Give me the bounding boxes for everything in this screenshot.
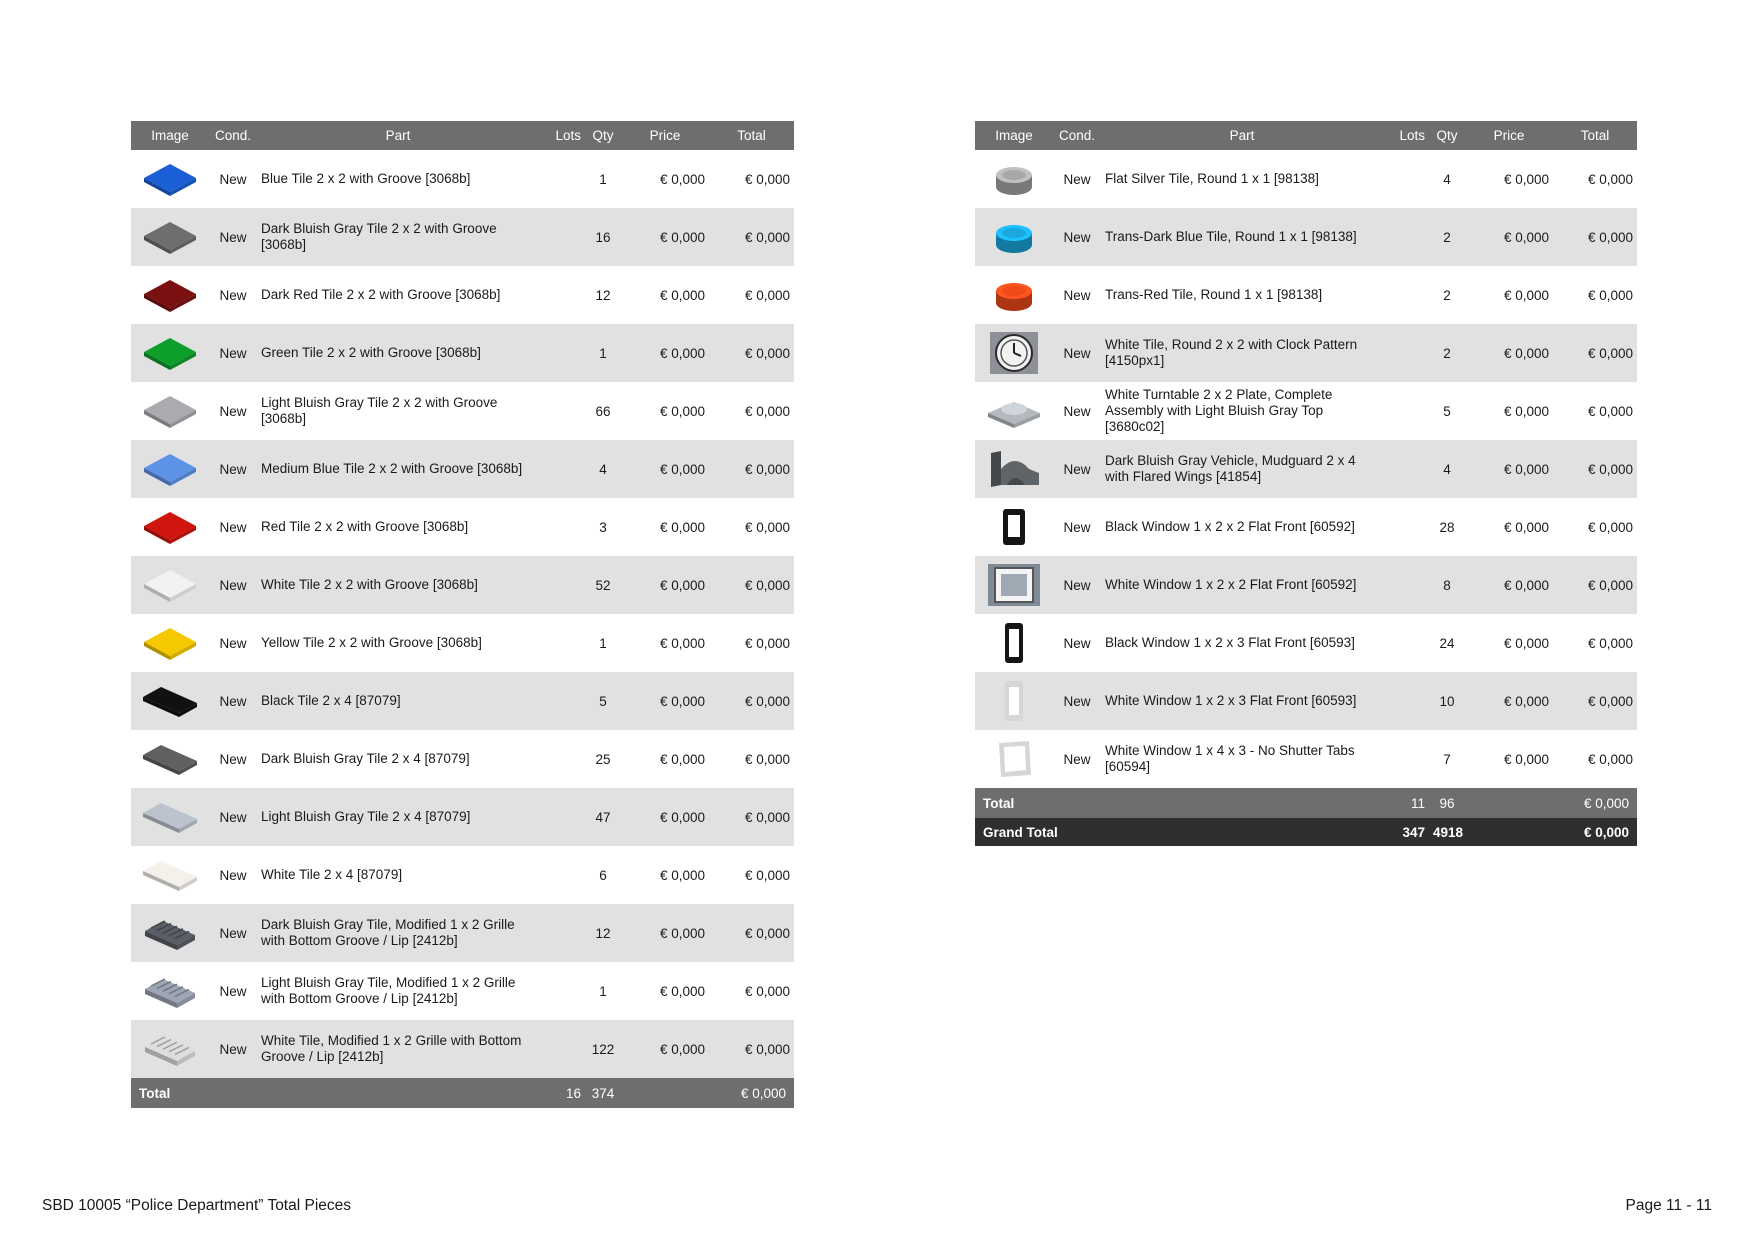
tile-2x2-icon — [140, 388, 200, 434]
total-lots: 16 — [539, 1078, 585, 1108]
total-lots: 11 — [1383, 788, 1429, 818]
page-number: Page 11 - 11 — [1625, 1197, 1712, 1214]
condition: New — [209, 440, 257, 498]
part-image-cell — [975, 498, 1053, 556]
condition: New — [209, 556, 257, 614]
lots — [539, 556, 585, 614]
part-name: Black Window 1 x 2 x 2 Flat Front [60592] — [1101, 498, 1383, 556]
part-name: Light Bluish Gray Tile, Modified 1 x 2 Grille with Bottom Groove / Lip [2412b] — [257, 962, 539, 1020]
quantity: 12 — [585, 904, 621, 962]
table-header-row — [975, 121, 1637, 150]
table-row — [131, 266, 794, 324]
table-row — [975, 614, 1637, 672]
part-image-cell — [975, 266, 1053, 324]
condition: New — [1053, 614, 1101, 672]
condition: New — [209, 614, 257, 672]
quantity: 2 — [1429, 266, 1465, 324]
quantity: 1 — [585, 150, 621, 208]
window-icon — [984, 504, 1044, 550]
line-total: € 0,000 — [1553, 440, 1637, 498]
part-image-cell — [131, 846, 209, 904]
header-price: Price — [1465, 121, 1553, 150]
header-price: Price — [621, 121, 709, 150]
tile-2x2-icon — [140, 272, 200, 318]
grand-total-label: Grand Total — [975, 818, 1383, 846]
table-row — [131, 614, 794, 672]
part-image-cell — [131, 730, 209, 788]
lots — [539, 382, 585, 440]
condition: New — [1053, 324, 1101, 382]
price: € 0,000 — [621, 788, 709, 846]
lots — [539, 672, 585, 730]
table-row — [131, 382, 794, 440]
total-label: Total — [131, 1078, 539, 1108]
lots — [539, 440, 585, 498]
quantity: 5 — [585, 672, 621, 730]
condition: New — [209, 498, 257, 556]
grand-total-row — [975, 818, 1637, 846]
part-image-cell — [131, 208, 209, 266]
lots — [539, 730, 585, 788]
lots — [1383, 440, 1429, 498]
lots — [539, 904, 585, 962]
part-name: Dark Bluish Gray Vehicle, Mudguard 2 x 4 with Flared Wings [41854] — [1101, 440, 1383, 498]
line-total: € 0,000 — [709, 904, 794, 962]
part-name: Black Tile 2 x 4 [87079] — [257, 672, 539, 730]
line-total: € 0,000 — [1553, 266, 1637, 324]
part-image-cell — [131, 672, 209, 730]
condition: New — [209, 730, 257, 788]
part-name: Trans-Red Tile, Round 1 x 1 [98138] — [1101, 266, 1383, 324]
tile-2x2-icon — [140, 562, 200, 608]
price: € 0,000 — [621, 150, 709, 208]
price: € 0,000 — [621, 962, 709, 1020]
part-name: White Tile, Modified 1 x 2 Grille with Bottom Groove / Lip [2412b] — [257, 1020, 539, 1078]
lots — [539, 150, 585, 208]
line-total: € 0,000 — [1553, 324, 1637, 382]
quantity: 16 — [585, 208, 621, 266]
table-row — [131, 498, 794, 556]
price: € 0,000 — [1465, 614, 1553, 672]
lots — [1383, 556, 1429, 614]
lots — [1383, 730, 1429, 788]
price: € 0,000 — [621, 324, 709, 382]
part-image-cell — [975, 382, 1053, 440]
part-image-cell — [975, 614, 1053, 672]
part-name: White Tile, Round 2 x 2 with Clock Pattern [4150px1] — [1101, 324, 1383, 382]
price: € 0,000 — [1465, 672, 1553, 730]
table-row — [131, 788, 794, 846]
mudguard-icon — [984, 446, 1044, 492]
table-row — [131, 1020, 794, 1078]
quantity: 7 — [1429, 730, 1465, 788]
tile-2x2-icon — [140, 156, 200, 202]
table-row — [975, 730, 1637, 788]
part-name: Light Bluish Gray Tile 2 x 2 with Groove [3068b] — [257, 382, 539, 440]
quantity: 24 — [1429, 614, 1465, 672]
quantity: 2 — [1429, 324, 1465, 382]
total-label: Total — [975, 788, 1383, 818]
quantity: 66 — [585, 382, 621, 440]
line-total: € 0,000 — [1553, 672, 1637, 730]
table-row — [131, 150, 794, 208]
lots — [1383, 208, 1429, 266]
header-image: Image — [975, 121, 1053, 150]
round-tile-icon — [984, 272, 1044, 318]
grand-total-lots: 347 — [1383, 818, 1429, 846]
header-total: Total — [709, 121, 794, 150]
total-value: € 0,000 — [1553, 788, 1637, 818]
grand-total-value: € 0,000 — [1553, 818, 1637, 846]
line-total: € 0,000 — [709, 614, 794, 672]
condition: New — [209, 846, 257, 904]
price: € 0,000 — [1465, 440, 1553, 498]
price: € 0,000 — [1465, 324, 1553, 382]
part-image-cell — [131, 382, 209, 440]
quantity: 122 — [585, 1020, 621, 1078]
table-row — [975, 672, 1637, 730]
line-total: € 0,000 — [1553, 498, 1637, 556]
price: € 0,000 — [1465, 730, 1553, 788]
header-part: Part — [1101, 121, 1383, 150]
condition: New — [209, 382, 257, 440]
part-name: Dark Bluish Gray Tile 2 x 2 with Groove [3068b] — [257, 208, 539, 266]
part-name: Trans-Dark Blue Tile, Round 1 x 1 [98138] — [1101, 208, 1383, 266]
header-image: Image — [131, 121, 209, 150]
quantity: 25 — [585, 730, 621, 788]
total-row — [975, 788, 1637, 818]
window-wide-icon — [984, 736, 1044, 782]
condition: New — [1053, 556, 1101, 614]
part-name: White Window 1 x 4 x 3 - No Shutter Tabs [60594] — [1101, 730, 1383, 788]
part-image-cell — [131, 498, 209, 556]
line-total: € 0,000 — [1553, 556, 1637, 614]
quantity: 2 — [1429, 208, 1465, 266]
line-total: € 0,000 — [709, 788, 794, 846]
quantity: 4 — [1429, 440, 1465, 498]
header-lots: Lots — [539, 121, 585, 150]
table-row — [131, 208, 794, 266]
parts-table-left — [131, 121, 794, 1108]
part-image-cell — [131, 266, 209, 324]
part-image-cell — [975, 150, 1053, 208]
lots — [539, 324, 585, 382]
table-row — [131, 672, 794, 730]
condition: New — [1053, 672, 1101, 730]
table-row — [131, 730, 794, 788]
condition: New — [1053, 150, 1101, 208]
part-name: Dark Bluish Gray Tile 2 x 4 [87079] — [257, 730, 539, 788]
quantity: 4 — [585, 440, 621, 498]
round-tile-icon — [984, 156, 1044, 202]
price: € 0,000 — [1465, 498, 1553, 556]
table-row — [131, 962, 794, 1020]
table-header-row — [131, 121, 794, 150]
line-total: € 0,000 — [709, 672, 794, 730]
quantity: 6 — [585, 846, 621, 904]
quantity: 4 — [1429, 150, 1465, 208]
part-image-cell — [975, 440, 1053, 498]
header-cond: Cond. — [1053, 121, 1101, 150]
condition: New — [1053, 730, 1101, 788]
part-image-cell — [131, 556, 209, 614]
part-image-cell — [131, 440, 209, 498]
parts-table-right — [975, 121, 1637, 846]
lots — [539, 846, 585, 904]
price: € 0,000 — [621, 1020, 709, 1078]
line-total: € 0,000 — [709, 266, 794, 324]
table-row — [131, 440, 794, 498]
round-tile-icon — [984, 214, 1044, 260]
lots — [1383, 672, 1429, 730]
part-name: White Window 1 x 2 x 2 Flat Front [60592] — [1101, 556, 1383, 614]
tile-2x2-icon — [140, 446, 200, 492]
lots — [539, 498, 585, 556]
line-total: € 0,000 — [1553, 614, 1637, 672]
line-total: € 0,000 — [709, 498, 794, 556]
part-image-cell — [131, 614, 209, 672]
lots — [539, 614, 585, 672]
quantity: 8 — [1429, 556, 1465, 614]
condition: New — [1053, 266, 1101, 324]
part-name: White Window 1 x 2 x 3 Flat Front [60593] — [1101, 672, 1383, 730]
line-total: € 0,000 — [1553, 150, 1637, 208]
line-total: € 0,000 — [709, 962, 794, 1020]
part-image-cell — [131, 788, 209, 846]
lots — [1383, 266, 1429, 324]
line-total: € 0,000 — [709, 208, 794, 266]
line-total: € 0,000 — [709, 440, 794, 498]
window-tall-icon — [984, 620, 1044, 666]
grille-tile-icon — [140, 1026, 200, 1072]
line-total: € 0,000 — [709, 382, 794, 440]
total-qty: 374 — [585, 1078, 621, 1108]
part-name: Yellow Tile 2 x 2 with Groove [3068b] — [257, 614, 539, 672]
quantity: 47 — [585, 788, 621, 846]
tile-2x2-icon — [140, 504, 200, 550]
price: € 0,000 — [621, 614, 709, 672]
condition: New — [1053, 208, 1101, 266]
window-photo-icon — [984, 562, 1044, 608]
total-row — [131, 1078, 794, 1108]
condition: New — [209, 266, 257, 324]
part-name: Blue Tile 2 x 2 with Groove [3068b] — [257, 150, 539, 208]
tile-2x4-icon — [140, 736, 200, 782]
condition: New — [1053, 498, 1101, 556]
price: € 0,000 — [1465, 556, 1553, 614]
price: € 0,000 — [1465, 150, 1553, 208]
part-name: Red Tile 2 x 2 with Groove [3068b] — [257, 498, 539, 556]
price: € 0,000 — [621, 382, 709, 440]
price: € 0,000 — [621, 266, 709, 324]
tile-2x2-icon — [140, 214, 200, 260]
total-value: € 0,000 — [709, 1078, 794, 1108]
table-row — [975, 556, 1637, 614]
parts-table-right-body — [975, 150, 1637, 788]
condition: New — [209, 962, 257, 1020]
part-image-cell — [975, 324, 1053, 382]
header-cond: Cond. — [209, 121, 257, 150]
price: € 0,000 — [621, 208, 709, 266]
tile-2x2-icon — [140, 620, 200, 666]
quantity: 52 — [585, 556, 621, 614]
table-row — [975, 150, 1637, 208]
window-tall-icon — [984, 678, 1044, 724]
footer-title: SBD 10005 “Police Department” Total Pieces — [42, 1197, 352, 1214]
lots — [1383, 498, 1429, 556]
part-name: Dark Red Tile 2 x 2 with Groove [3068b] — [257, 266, 539, 324]
lots — [539, 266, 585, 324]
quantity: 1 — [585, 324, 621, 382]
price: € 0,000 — [621, 904, 709, 962]
price: € 0,000 — [621, 846, 709, 904]
condition: New — [209, 150, 257, 208]
part-name: Light Bluish Gray Tile 2 x 4 [87079] — [257, 788, 539, 846]
price: € 0,000 — [621, 498, 709, 556]
table-row — [975, 266, 1637, 324]
price: € 0,000 — [1465, 382, 1553, 440]
line-total: € 0,000 — [709, 846, 794, 904]
header-qty: Qty — [1429, 121, 1465, 150]
table-row — [131, 846, 794, 904]
header-total: Total — [1553, 121, 1637, 150]
lots — [539, 962, 585, 1020]
line-total: € 0,000 — [1553, 730, 1637, 788]
price: € 0,000 — [621, 440, 709, 498]
condition: New — [209, 672, 257, 730]
lots — [1383, 324, 1429, 382]
tile-2x4-icon — [140, 794, 200, 840]
table-row — [131, 556, 794, 614]
quantity: 12 — [585, 266, 621, 324]
grand-total-qty: 4918 — [1429, 818, 1465, 846]
quantity: 1 — [585, 962, 621, 1020]
part-name: Black Window 1 x 2 x 3 Flat Front [60593] — [1101, 614, 1383, 672]
line-total: € 0,000 — [709, 150, 794, 208]
condition: New — [209, 1020, 257, 1078]
line-total: € 0,000 — [709, 556, 794, 614]
table-row — [975, 324, 1637, 382]
condition: New — [209, 208, 257, 266]
parts-table-left-body — [131, 150, 794, 1078]
part-image-cell — [131, 324, 209, 382]
part-name: Dark Bluish Gray Tile, Modified 1 x 2 Grille with Bottom Groove / Lip [2412b] — [257, 904, 539, 962]
price: € 0,000 — [1465, 266, 1553, 324]
condition: New — [1053, 382, 1101, 440]
line-total: € 0,000 — [709, 730, 794, 788]
grille-tile-icon — [140, 968, 200, 1014]
quantity: 3 — [585, 498, 621, 556]
line-total: € 0,000 — [1553, 382, 1637, 440]
table-row — [975, 208, 1637, 266]
part-image-cell — [975, 208, 1053, 266]
line-total: € 0,000 — [709, 1020, 794, 1078]
table-row — [975, 382, 1637, 440]
part-name: White Tile 2 x 4 [87079] — [257, 846, 539, 904]
part-name: Flat Silver Tile, Round 1 x 1 [98138] — [1101, 150, 1383, 208]
part-name: Green Tile 2 x 2 with Groove [3068b] — [257, 324, 539, 382]
header-part: Part — [257, 121, 539, 150]
condition: New — [1053, 440, 1101, 498]
part-image-cell — [975, 730, 1053, 788]
part-name: White Turntable 2 x 2 Plate, Complete Assembly with Light Bluish Gray Top [3680c02] — [1101, 382, 1383, 440]
part-image-cell — [131, 150, 209, 208]
table-row — [975, 440, 1637, 498]
tile-2x2-icon — [140, 330, 200, 376]
part-image-cell — [131, 904, 209, 962]
line-total: € 0,000 — [1553, 208, 1637, 266]
quantity: 28 — [1429, 498, 1465, 556]
part-image-cell — [975, 672, 1053, 730]
price: € 0,000 — [621, 730, 709, 788]
total-qty: 96 — [1429, 788, 1465, 818]
turntable-icon — [984, 388, 1044, 434]
part-name: Medium Blue Tile 2 x 2 with Groove [3068b] — [257, 440, 539, 498]
part-image-cell — [131, 962, 209, 1020]
lots — [1383, 614, 1429, 672]
lots — [539, 788, 585, 846]
quantity: 5 — [1429, 382, 1465, 440]
lots — [539, 1020, 585, 1078]
tile-2x4-icon — [140, 852, 200, 898]
tile-2x4-icon — [140, 678, 200, 724]
clock-tile-icon — [984, 330, 1044, 376]
lots — [1383, 150, 1429, 208]
lots — [1383, 382, 1429, 440]
condition: New — [209, 904, 257, 962]
header-lots: Lots — [1383, 121, 1429, 150]
condition: New — [209, 324, 257, 382]
price: € 0,000 — [621, 556, 709, 614]
quantity: 1 — [585, 614, 621, 672]
price: € 0,000 — [1465, 208, 1553, 266]
grille-tile-icon — [140, 910, 200, 956]
quantity: 10 — [1429, 672, 1465, 730]
price: € 0,000 — [621, 672, 709, 730]
header-qty: Qty — [585, 121, 621, 150]
lots — [539, 208, 585, 266]
part-image-cell — [131, 1020, 209, 1078]
part-name: White Tile 2 x 2 with Groove [3068b] — [257, 556, 539, 614]
table-row — [131, 324, 794, 382]
part-image-cell — [975, 556, 1053, 614]
table-row — [975, 498, 1637, 556]
line-total: € 0,000 — [709, 324, 794, 382]
table-row — [131, 904, 794, 962]
condition: New — [209, 788, 257, 846]
